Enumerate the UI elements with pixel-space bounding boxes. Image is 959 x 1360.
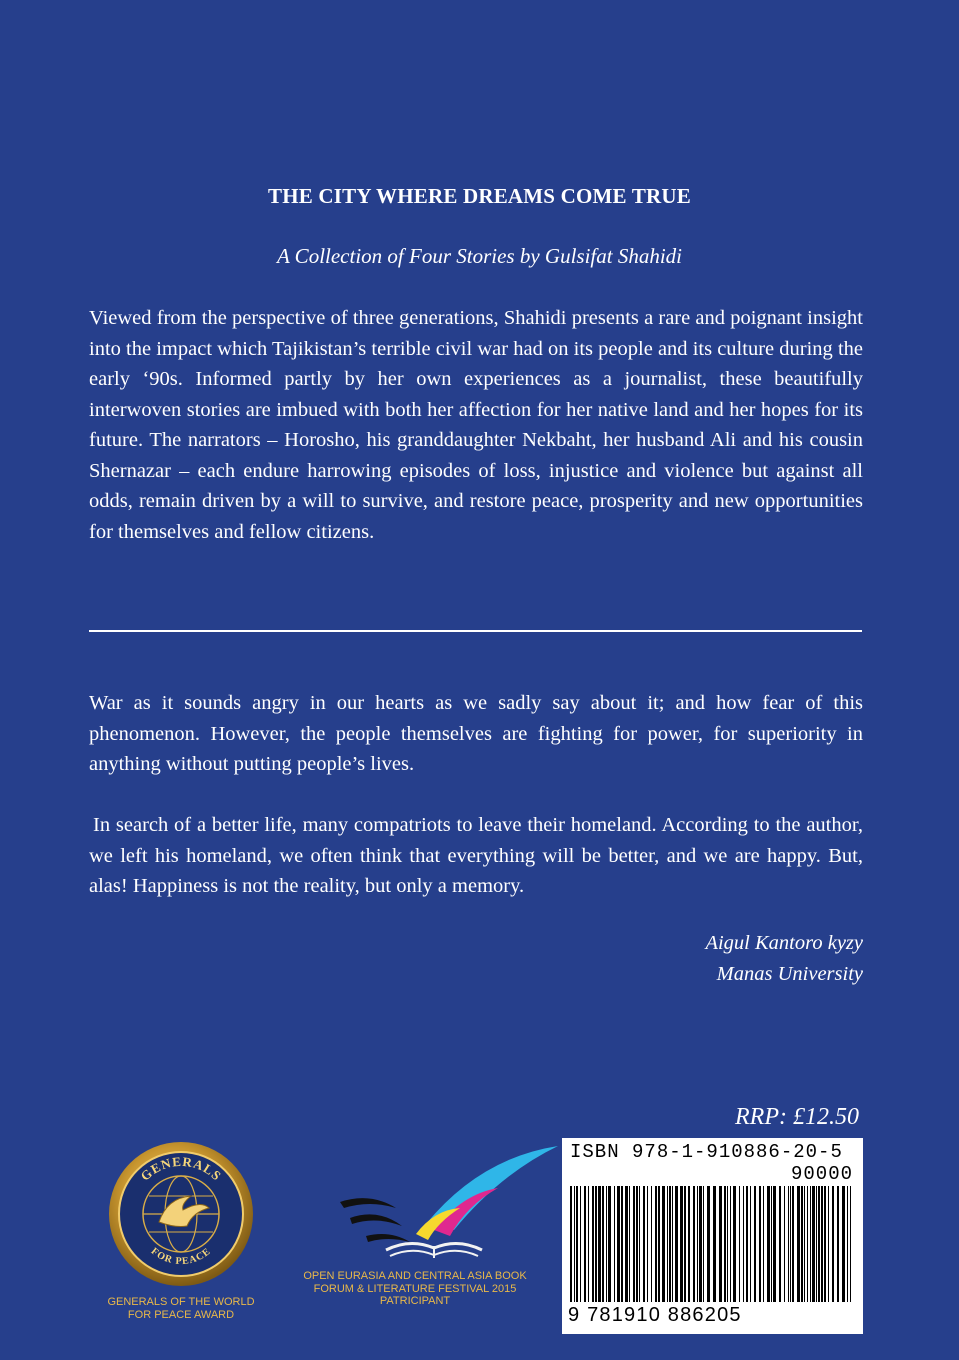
barcode-bar: [680, 1186, 683, 1302]
barcode-bar: [790, 1186, 791, 1302]
reviewer-affiliation: Manas University: [716, 963, 863, 985]
barcode-bar: [816, 1186, 817, 1302]
barcode-bar: [598, 1186, 601, 1302]
barcode-bar: [584, 1186, 586, 1302]
barcode-bar: [804, 1186, 805, 1302]
festival-caption: [296, 1270, 534, 1308]
barcode-bar: [655, 1186, 657, 1302]
festival-logo: [330, 1138, 560, 1273]
barcode-bar: [784, 1186, 785, 1302]
barcode-bar: [792, 1186, 794, 1302]
barcode-bar: [847, 1186, 848, 1302]
award-caption-line-1: GENERALS OF THE WORLD: [107, 1296, 255, 1308]
barcode-bar: [697, 1186, 698, 1302]
barcode-bar: [739, 1186, 740, 1302]
barcode-bar: [602, 1186, 604, 1302]
barcode-bar: [754, 1186, 756, 1302]
blurb-paragraph: Viewed from the perspective of three generations, Shahidi presents a rare and poignant insight into the impact which Tajikistan’s terrible civil war had on its people and its culture during the early ‘90s. Informed partly by her own experiences as a journalist, these beautifully interwoven stories are imbued with both her affection for her native land and her hopes for its future. The narrators – Horosho, his granddaughter Nekbaht, her husband Ali and his cousin Shernazar – each endure harrowing episodes of loss, injustice and violence but against all odds, remain driven by a will to survive, and restore peace, prosperity and new opportunities for themselves and fellow citizens.: [89, 307, 863, 543]
book-subtitle: A Collection of Four Stories by Gulsifat Shahidi: [276, 244, 683, 268]
barcode-bar: [750, 1186, 751, 1302]
award-caption-line-2: FOR PEACE AWARD: [127, 1309, 235, 1321]
barcode-bar: [788, 1186, 789, 1302]
review-attribution: [705, 928, 863, 990]
barcode-addon: 90000: [790, 1163, 853, 1185]
barcode-bar: [759, 1186, 761, 1302]
festival-caption-line-1: OPEN EURASIA AND CENTRAL ASIA BOOK: [303, 1270, 527, 1282]
barcode-bar: [763, 1186, 764, 1302]
barcode-bar: [821, 1186, 823, 1302]
barcode-bar: [727, 1186, 728, 1302]
barcode-bar: [773, 1186, 776, 1302]
barcode-bar: [633, 1186, 635, 1302]
barcode-bar: [824, 1186, 826, 1302]
barcode-bar: [651, 1186, 652, 1302]
barcode-bar: [629, 1186, 630, 1302]
festival-caption-line-2: FORUM & LITERATURE FESTIVAL 2015: [313, 1282, 517, 1295]
barcode-bar: [608, 1186, 611, 1302]
barcode-bar: [733, 1186, 736, 1302]
barcode-bar: [614, 1186, 615, 1302]
barcode-bar: [850, 1186, 851, 1302]
barcode-bar: [746, 1186, 748, 1302]
barcode-bar: [592, 1186, 594, 1302]
book-title: THE CITY WHERE DREAMS COME TRUE: [268, 184, 691, 208]
barcode-bar: [606, 1186, 607, 1302]
isbn-digits: 9 781910 886205: [568, 1304, 742, 1326]
barcode-bar: [688, 1186, 690, 1302]
barcode-bar: [724, 1186, 726, 1302]
barcode-bar: [588, 1186, 589, 1302]
review-paragraph-1: War as it sounds angry in our hearts as we sadly say about it; and how fear of this phenomenon. However, the people themselves are fighting for power, for superiority in anything without putting people’s lives.: [89, 692, 863, 775]
barcode-bar: [625, 1186, 628, 1302]
barcode-bar: [771, 1186, 772, 1302]
barcode-bar: [684, 1186, 686, 1302]
barcode-bars: [568, 1186, 858, 1308]
review-paragraph-2: In search of a better life, many compatriots to leave their homeland. According to the author, we left his homeland, we often think that everything will be better, and we are happy. But, alas! Happiness is not the reality, but only a memory.: [89, 814, 863, 897]
barcode-bar: [662, 1186, 665, 1302]
award-caption: [68, 1296, 294, 1322]
barcode-bar: [842, 1186, 845, 1302]
barcode-bar: [669, 1186, 671, 1302]
barcode-bar: [667, 1186, 668, 1302]
barcode-bar: [707, 1186, 710, 1302]
barcode-bar: [574, 1186, 575, 1302]
barcode-bar: [576, 1186, 578, 1302]
barcode-bar: [658, 1186, 660, 1302]
badge-text-top: GENERALS: [137, 1153, 225, 1184]
barcode-bar: [797, 1186, 800, 1302]
barcode-bar: [779, 1186, 781, 1302]
barcode-bar: [767, 1186, 770, 1302]
barcode-bar: [713, 1186, 716, 1302]
barcode-bar: [730, 1186, 731, 1302]
price-label: RRP: £12.50: [735, 1104, 859, 1130]
barcode-bar: [812, 1186, 815, 1302]
barcode-bar: [828, 1186, 829, 1302]
barcode-bar: [580, 1186, 581, 1302]
barcode-bar: [743, 1186, 744, 1302]
barcode-bar: [703, 1186, 704, 1302]
barcode-bar: [675, 1186, 678, 1302]
barcode-bar: [643, 1186, 645, 1302]
barcode-bar: [672, 1186, 673, 1302]
barcode-bar: [617, 1186, 620, 1302]
isbn-label: ISBN 978-1-910886-20-5: [570, 1141, 843, 1163]
divider: [89, 630, 862, 632]
barcode-bar: [818, 1186, 820, 1302]
barcode-bar: [810, 1186, 811, 1302]
reviewer-name: Aigul Kantoro kyzy: [705, 932, 863, 954]
barcode-bar: [801, 1186, 803, 1302]
badge-text-bottom: FOR PEACE: [148, 1245, 214, 1268]
barcode-bar: [719, 1186, 722, 1302]
barcode-bar: [636, 1186, 638, 1302]
isbn-barcode: [562, 1138, 863, 1334]
barcode-bar: [639, 1186, 640, 1302]
award-medal-icon: [105, 1138, 257, 1290]
festival-caption-line-3: PATRICIPANT: [379, 1295, 451, 1307]
barcode-bar: [570, 1186, 572, 1302]
barcode-bar: [647, 1186, 648, 1302]
barcode-bar: [699, 1186, 702, 1302]
open-book-swoosh-icon: [330, 1138, 560, 1268]
generals-award-logo: [105, 1138, 257, 1295]
barcode-bar: [693, 1186, 695, 1302]
barcode-bar: [595, 1186, 597, 1302]
barcode-bar: [832, 1186, 834, 1302]
barcode-bar: [621, 1186, 623, 1302]
barcode-bar: [807, 1186, 808, 1302]
barcode-bar: [837, 1186, 839, 1302]
